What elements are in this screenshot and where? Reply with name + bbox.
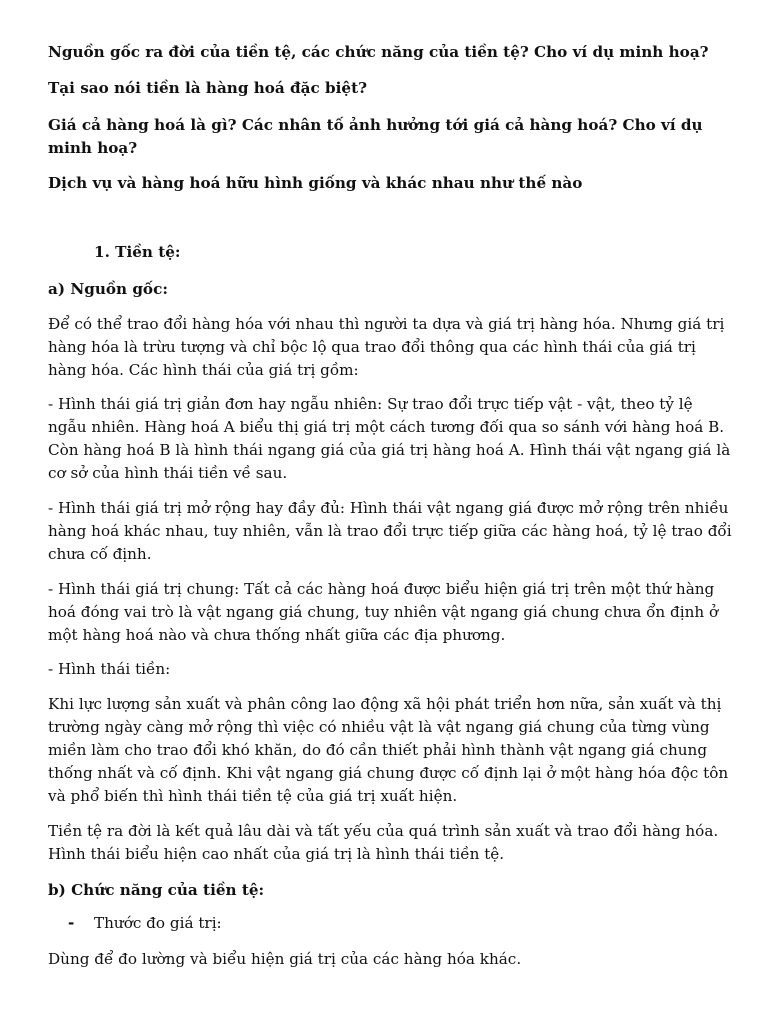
paragraph-development: Khi lực lượng sản xuất và phân công lao động xã hội phát triển hơn nữa, sản xuất và thị trường ngày càng mở rộng thì việc có nhiều vật là vật ngang giá chung của từng vùng miền làm cho trao đổi khó khăn, do đó cần thiết phải hình thành vật ngang giá chung thống nhất và cố định. Khi vật ngang giá chung được cố định lại ở một hàng hóa độc tôn và phổ biến thì hình thái tiền tệ của giá trị xuất hiện.: [48, 695, 729, 805]
paragraph-simple-form: - Hình thái giá trị giản đơn hay ngẫu nhiên: Sự trao đổi trực tiếp vật - vật, theo tỷ lệ ngẫu nhiên. Hàng hoá A biểu thị giá trị một cách tương đối qua so sánh với hàng hoá B. Còn hàng hoá B là hình thái ngang giá của giá trị hàng hoá A. Hình thái vật ngang giá là cơ sở của hình thái tiền về sau.: [48, 395, 731, 482]
paragraph-money-form: - Hình thái tiền:: [48, 660, 171, 678]
subheading-functions: b) Chức năng của tiền tệ:: [48, 881, 265, 899]
paragraph-expanded-form: - Hình thái giá trị mở rộng hay đầy đủ: Hình thái vật ngang giá được mở rộng trên nhiều hàng hoá khác nhau, tuy nhiên, vẫn là trao đổi trực tiếp giữa các hàng hoá, tỷ lệ trao đổi chưa cố định.: [48, 499, 732, 563]
bullet-measure-of-value: [68, 912, 728, 935]
question-1: Nguồn gốc ra đời của tiền tệ, các chức năng của tiền tệ? Cho ví dụ minh hoạ?: [48, 43, 709, 61]
question-2: Tại sao nói tiền là hàng hoá đặc biệt?: [48, 79, 368, 97]
paragraph-general-form: - Hình thái giá trị chung: Tất cả các hàng hoá được biểu hiện giá trị trên một thứ hàng hoá đóng vai trò là vật ngang giá chung, tuy nhiên vật ngang giá chung chưa ổn định ở một hàng hoá nào và chưa thống nhất giữa các địa phương.: [48, 580, 719, 644]
paragraph-intro: Để có thể trao đổi hàng hóa với nhau thì người ta dựa và giá trị hàng hóa. Nhưng giá trị hàng hóa là trừu tượng và chỉ bộc lộ qua trao đổi thông qua các hình thái của giá trị hàng hóa. Các hình thái của giá trị gồm:: [48, 315, 725, 379]
subheading-origin: a) Nguồn gốc:: [48, 280, 168, 298]
question-4: Dịch vụ và hàng hoá hữu hình giống và khác nhau như thế nào: [48, 174, 583, 192]
bullet-text: Thước đo giá trị:: [94, 914, 222, 932]
paragraph-conclusion: Tiền tệ ra đời là kết quả lâu dài và tất yếu của quá trình sản xuất và trao đổi hàng hóa. Hình thái biểu hiện cao nhất của giá trị là hình thái tiền tệ.: [48, 822, 719, 863]
section-heading: 1. Tiền tệ:: [94, 243, 181, 261]
bullet-dash: -: [68, 914, 75, 932]
question-3: Giá cả hàng hoá là gì? Các nhân tố ảnh hưởng tới giá cả hàng hoá? Cho ví dụ minh hoạ?: [48, 116, 703, 157]
paragraph-measure-description: Dùng để đo lường và biểu hiện giá trị của các hàng hóa khác.: [48, 950, 522, 968]
